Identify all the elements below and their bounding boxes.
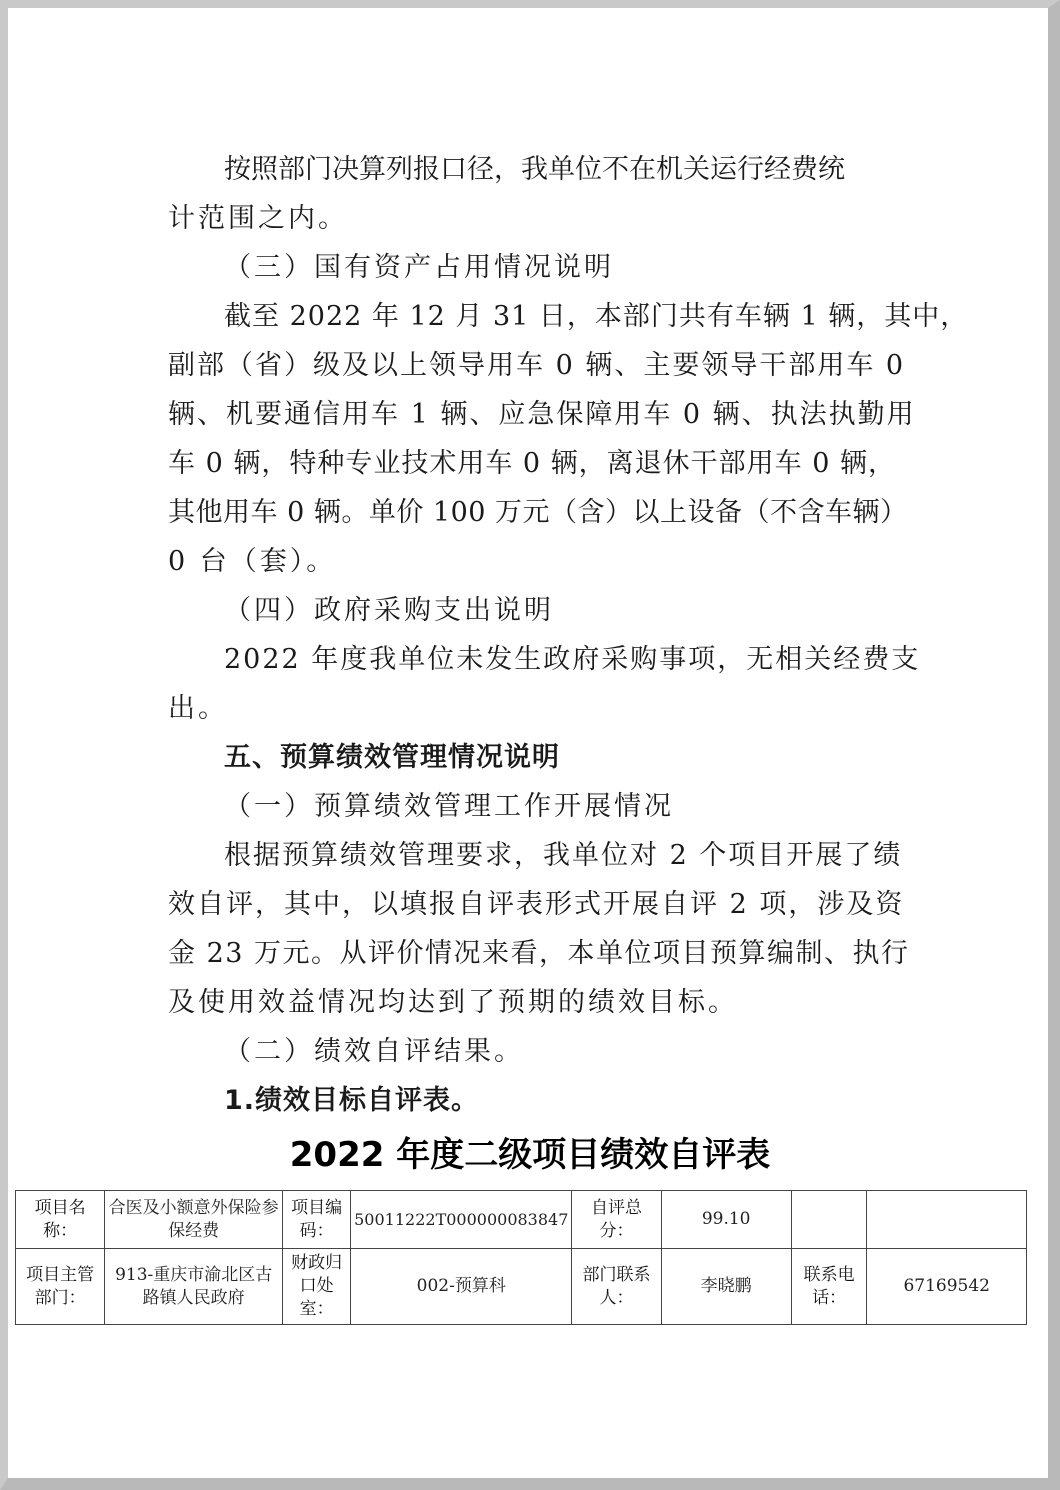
paragraph-line: 出。 [168, 693, 228, 724]
subsection-heading-1: （一）预算绩效管理工作开展情况 [224, 791, 674, 822]
self-score-label: 自评总分： [572, 1191, 661, 1249]
document-body [168, 145, 969, 1125]
paragraph-line: 其他用车 0 辆。单价 100 万元（含）以上设备（不含车辆） [168, 497, 908, 528]
paragraph-line: 计范围之内。 [168, 203, 348, 234]
self-score-value: 99.10 [661, 1191, 791, 1249]
table-title: 2022 年度二级项目绩效自评表 [289, 1135, 771, 1175]
project-code-value: 50011222T000000083847 [351, 1191, 572, 1249]
contact-label: 部门联系人： [572, 1249, 661, 1325]
paragraph-line [168, 145, 900, 194]
phone-value: 67169542 [867, 1249, 1027, 1325]
subsection-heading-2: （二）绩效自评结果。 [224, 1036, 524, 1067]
empty-cell [791, 1191, 867, 1249]
paragraph-line: 2022 年度我单位未发生政府采购事项，无相关经费支 [224, 644, 921, 675]
finance-office-label: 财政归口处室： [283, 1249, 351, 1325]
table-row [16, 1191, 1027, 1249]
project-name-value: 合医及小额意外保险参保经费 [105, 1191, 283, 1249]
section-heading-4: （四）政府采购支出说明 [224, 595, 554, 626]
paragraph-line: 截至 2022 年 12 月 31 日，本部门共有车辆 1 辆，其中， [224, 301, 969, 332]
contact-value: 李晓鹏 [661, 1249, 791, 1325]
paragraph-line: 金 23 万元。从评价情况来看，本单位项目预算编制、执行 [168, 938, 910, 969]
project-name-label: 项目名称： [16, 1191, 105, 1249]
paragraph-line: 及使用效益情况均达到了预期的绩效目标。 [168, 987, 738, 1018]
paragraph-line: 根据预算绩效管理要求，我单位对 2 个项目开展了绩 [224, 840, 903, 871]
dept-label: 项目主管部门： [16, 1249, 105, 1325]
phone-label: 联系电话： [791, 1249, 867, 1325]
self-evaluation-table [15, 1190, 1027, 1325]
paragraph-line: 效自评，其中，以填报自评表形式开展自评 2 项，涉及资 [168, 889, 905, 920]
text-run: 按照部门决算列报口径，我单位不在机关运行经费统 [224, 154, 845, 185]
paragraph-line: 车 0 辆，特种专业技术用车 0 辆，离退休干部用车 0 辆， [168, 448, 897, 479]
paragraph-line: 0 台（套）。 [168, 546, 337, 577]
section-heading-3: （三）国有资产占用情况说明 [224, 252, 614, 283]
dept-value: 913-重庆市渝北区古路镇人民政府 [105, 1249, 283, 1325]
paragraph-line: 副部（省）级及以上领导用车 0 辆、主要领导干部用车 0 [168, 350, 906, 381]
finance-office-value: 002-预算科 [351, 1249, 572, 1325]
subsection-heading-2-1: 1.绩效目标自评表。 [224, 1085, 480, 1116]
empty-cell [867, 1191, 1027, 1249]
paragraph-line: 辆、机要通信用车 1 辆、应急保障用车 0 辆、执法执勤用 [168, 399, 916, 430]
section-heading-5: 五、预算绩效管理情况说明 [224, 742, 560, 773]
project-code-label: 项目编码： [283, 1191, 351, 1249]
table-row [16, 1249, 1027, 1325]
